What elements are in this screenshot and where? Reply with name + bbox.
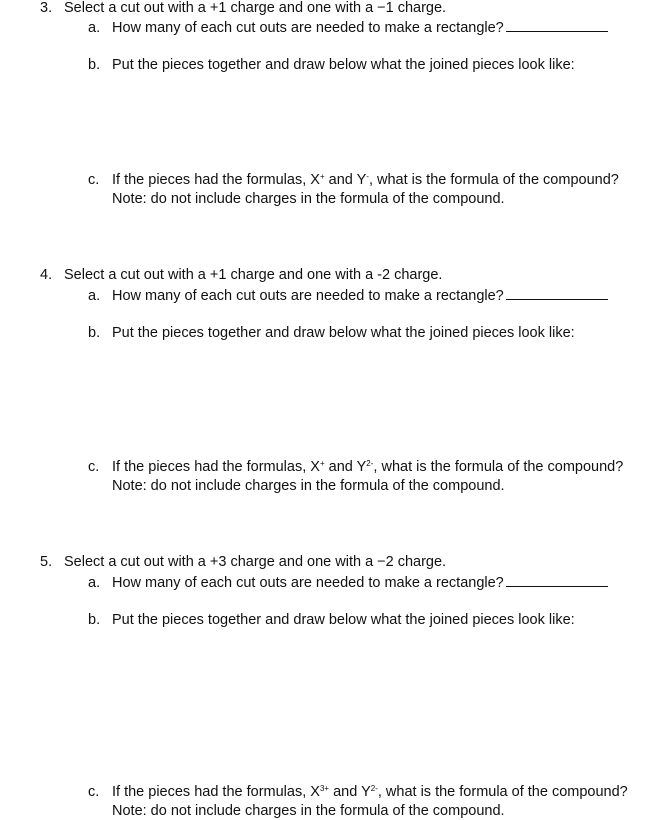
charge-superscript: 2- — [370, 784, 378, 793]
part-letter: a. — [88, 288, 101, 304]
question-4-prompt — [40, 266, 442, 284]
charge-superscript: 2- — [366, 459, 374, 468]
part-letter: a. — [88, 575, 101, 591]
part-letter: c. — [88, 459, 100, 475]
question-3-note: Note: do not include charges in the formula of the compound. — [112, 191, 505, 207]
part-text: How many of each cut outs are needed to make a rectangle? — [112, 288, 504, 304]
part-text: Put the pieces together and draw below what the joined pieces look like: — [112, 325, 575, 341]
part-text: How many of each cut outs are needed to make a rectangle? — [112, 20, 504, 36]
part-text: and Y — [329, 784, 371, 800]
part-text: If the pieces had the formulas, X — [112, 784, 320, 800]
part-text: , what is the formula of the compound? — [377, 784, 628, 800]
question-5-note: Note: do not include charges in the formula of the compound. — [112, 803, 505, 819]
part-text: and Y — [324, 172, 367, 188]
charge-superscript: 3+ — [319, 784, 330, 793]
part-letter: b. — [88, 612, 101, 628]
question-5-prompt — [40, 553, 446, 571]
question-number: 4. — [40, 267, 53, 283]
part-letter: c. — [88, 172, 100, 188]
part-text: , what is the formula of the compound? — [368, 172, 619, 188]
part-text: Put the pieces together and draw below what the joined pieces look like: — [112, 612, 575, 628]
part-text: If the pieces had the formulas, X — [112, 172, 320, 188]
question-4-note: Note: do not include charges in the formula of the compound. — [112, 478, 505, 494]
question-4a — [88, 285, 608, 305]
part-text: How many of each cut outs are needed to make a rectangle? — [112, 575, 504, 591]
answer-blank[interactable] — [506, 572, 608, 587]
part-text: and Y — [324, 459, 367, 475]
part-letter: a. — [88, 20, 101, 36]
question-3c — [88, 171, 619, 189]
part-text: If the pieces had the formulas, X — [112, 459, 320, 475]
question-text: Select a cut out with a +1 charge and one with a -2 charge. — [64, 267, 443, 283]
part-letter: b. — [88, 57, 101, 73]
answer-blank[interactable] — [506, 285, 608, 300]
part-text: Put the pieces together and draw below what the joined pieces look like: — [112, 57, 575, 73]
question-number: 5. — [40, 554, 53, 570]
answer-blank[interactable] — [506, 17, 608, 32]
part-letter: c. — [88, 784, 100, 800]
charge-superscript: + — [319, 459, 325, 468]
question-text: Select a cut out with a +3 charge and one with a −2 charge. — [64, 554, 447, 570]
part-text: , what is the formula of the compound? — [373, 459, 624, 475]
question-4b — [88, 324, 575, 342]
question-3-prompt — [40, 0, 446, 17]
charge-superscript: + — [319, 172, 325, 181]
question-3a — [88, 17, 608, 37]
question-text: Select a cut out with a +1 charge and one with a −1 charge. — [64, 0, 447, 16]
question-4c — [88, 458, 623, 476]
question-5b — [88, 611, 575, 629]
charge-superscript: - — [366, 172, 369, 181]
part-letter: b. — [88, 325, 101, 341]
question-number: 3. — [40, 0, 53, 16]
question-5c — [88, 783, 628, 801]
question-3b — [88, 56, 575, 74]
question-5a — [88, 572, 608, 592]
